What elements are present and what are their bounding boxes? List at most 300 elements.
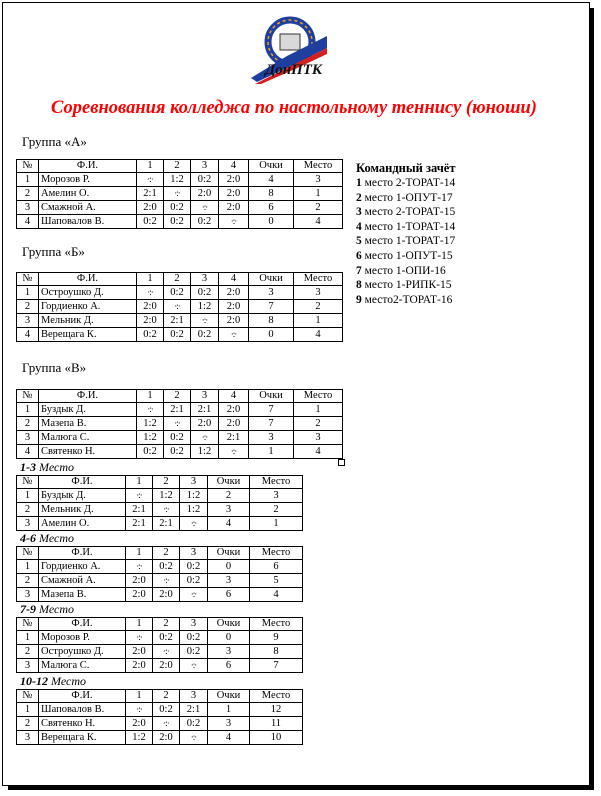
column-header: 3: [191, 273, 219, 286]
table-row: [17, 659, 303, 673]
team-place-number: 4: [356, 220, 362, 233]
column-header: Ф.И.: [39, 273, 137, 286]
table-cell: 7: [250, 659, 303, 673]
column-header: 1: [137, 273, 164, 286]
column-header: Место: [250, 476, 303, 489]
table-cell: 3: [208, 645, 250, 659]
crossed-cell-icon: ·:·: [230, 329, 237, 339]
player-name-cell: Мельник Д.: [39, 314, 137, 328]
table-cell: 2:1: [180, 703, 208, 717]
table-row: [17, 187, 343, 201]
table-cell: 3: [294, 173, 343, 187]
self-match-cell: [126, 560, 153, 574]
crossed-cell-icon: ·:·: [136, 632, 142, 642]
player-name-cell: Мазепа В.: [39, 417, 137, 431]
table-cell: 0:2: [191, 286, 219, 300]
table-cell: 2:0: [126, 574, 153, 588]
crossed-cell-icon: ·:·: [201, 202, 208, 212]
table-cell: 1: [250, 517, 303, 531]
crossed-cell-icon: ·:·: [163, 504, 169, 514]
group-c-label: Группа «В»: [22, 360, 87, 375]
column-header: 2: [164, 273, 191, 286]
column-header: 1: [137, 160, 164, 173]
table-cell: 2: [250, 503, 303, 517]
table-cell: 4: [208, 517, 250, 531]
table-cell: 1:2: [164, 173, 191, 187]
table-cell: 4: [294, 215, 343, 229]
table-cell: 4: [17, 215, 39, 229]
table-cell: 2:1: [137, 187, 164, 201]
column-header: Очки: [249, 390, 294, 403]
table-cell: 0:2: [137, 215, 164, 229]
table-row: [17, 286, 343, 300]
table-cell: 1: [17, 703, 39, 717]
crossed-cell-icon: ·:·: [163, 718, 169, 728]
table-cell: 2:0: [126, 645, 153, 659]
final-10-12-label: 10-12 Место: [20, 674, 86, 688]
table-cell: 1:2: [153, 489, 180, 503]
table-cell: 9: [250, 631, 303, 645]
team-place-number: 5: [356, 235, 362, 248]
table-row: [17, 517, 303, 531]
table-cell: 1: [294, 187, 343, 201]
table-cell: 0: [249, 215, 294, 229]
table-cell: 0:2: [153, 631, 180, 645]
team-place-text: место 1-ОПУТ-15: [361, 249, 453, 262]
self-match-cell: [191, 201, 219, 215]
table-cell: 3: [208, 503, 250, 517]
column-header: 3: [191, 160, 219, 173]
table-cell: 3: [17, 314, 39, 328]
table-cell: 0: [208, 560, 250, 574]
table-cell: 0:2: [180, 645, 208, 659]
college-logo: [247, 14, 331, 84]
column-header: 1: [137, 390, 164, 403]
table-cell: 1: [17, 403, 39, 417]
column-header: Ф.И.: [39, 690, 126, 703]
table-cell: 6: [208, 659, 250, 673]
self-match-cell: [153, 717, 180, 731]
logo-text: ДонПТК: [265, 62, 323, 78]
table-row: [17, 300, 343, 314]
group-a-label: Группа «А»: [22, 134, 87, 149]
column-header: Ф.И.: [39, 390, 137, 403]
column-header: Место: [250, 547, 303, 560]
crossed-cell-icon: ·:·: [190, 732, 197, 742]
column-header: Место: [294, 390, 343, 403]
table-cell: 0:2: [191, 173, 219, 187]
player-name-cell: Малюга С.: [39, 431, 137, 445]
player-name-cell: Смажной А.: [39, 201, 137, 215]
table-row: [17, 717, 303, 731]
table-cell: 1: [208, 703, 250, 717]
table-cell: 11: [250, 717, 303, 731]
self-match-cell: [191, 314, 219, 328]
self-match-cell: [164, 417, 191, 431]
table-row: [17, 215, 343, 229]
table-cell: 0:2: [180, 631, 208, 645]
group-a-table: [16, 159, 343, 229]
table-cell: 0:2: [191, 215, 219, 229]
player-name-cell: Морозов Р.: [39, 173, 137, 187]
player-name-cell: Морозов Р.: [39, 631, 126, 645]
table-cell: 2:0: [219, 286, 249, 300]
table-cell: 1: [17, 286, 39, 300]
table-cell: 0:2: [191, 328, 219, 342]
group-b-label: Группа «Б»: [22, 244, 85, 259]
table-cell: 1:2: [137, 431, 164, 445]
table-cell: 3: [249, 286, 294, 300]
table-cell: 0:2: [164, 445, 191, 459]
table-cell: 0:2: [180, 574, 208, 588]
self-match-cell: [164, 187, 191, 201]
crossed-cell-icon: ·:·: [147, 404, 153, 414]
table-cell: 2:1: [164, 314, 191, 328]
crossed-cell-icon: ·:·: [136, 561, 142, 571]
group-c-table: [16, 389, 343, 459]
crossed-cell-icon: ·:·: [174, 301, 180, 311]
team-place-number: 1: [356, 177, 362, 189]
player-name-cell: Амелин О.: [39, 517, 126, 531]
table-cell: 5: [250, 574, 303, 588]
table-row: [17, 631, 303, 645]
player-name-cell: Буздык Д.: [39, 403, 137, 417]
table-cell: 2:0: [219, 173, 249, 187]
table-header-row: [17, 160, 343, 173]
table-row: [17, 489, 303, 503]
player-name-cell: Остроушко Д.: [39, 286, 137, 300]
table-cell: 0:2: [164, 286, 191, 300]
final-1-3-table: [16, 475, 303, 531]
column-header: Ф.И.: [39, 160, 137, 173]
crossed-cell-icon: ·:·: [147, 174, 153, 184]
final-1-3-label: 1-3 Место: [20, 460, 74, 474]
team-standings-title: Командный зачёт: [356, 161, 456, 175]
table-cell: 1:2: [191, 300, 219, 314]
group-b-table: [16, 272, 343, 342]
table-cell: 2: [17, 417, 39, 431]
table-cell: 3: [249, 431, 294, 445]
table-cell: 0:2: [180, 717, 208, 731]
table-cell: 4: [208, 731, 250, 745]
table-cell: 2:0: [191, 187, 219, 201]
table-cell: 2: [294, 417, 343, 431]
table-cell: 2:0: [191, 417, 219, 431]
table-cell: 2: [17, 503, 39, 517]
team-standing-line: [356, 205, 455, 220]
table-header-row: [17, 273, 343, 286]
table-header-row: [17, 618, 303, 631]
column-header: Ф.И.: [39, 547, 126, 560]
team-place-text: место 1-РИПК-15: [361, 279, 452, 292]
table-header-row: [17, 476, 303, 489]
team-place-text: место 1-ТОРАТ-14: [361, 220, 456, 233]
table-row: [17, 431, 343, 445]
self-match-cell: [191, 431, 219, 445]
column-header: №: [17, 547, 39, 560]
column-header: 2: [153, 690, 180, 703]
crossed-cell-icon: ·:·: [190, 589, 197, 599]
team-place-text: место 1-ОПИ-16: [361, 264, 446, 277]
column-header: Место: [294, 160, 343, 173]
column-header: Очки: [208, 547, 250, 560]
column-header: 2: [153, 618, 180, 631]
column-header: Ф.И.: [39, 618, 126, 631]
table-cell: 0:2: [153, 703, 180, 717]
table-cell: 1: [249, 445, 294, 459]
self-match-cell: [153, 503, 180, 517]
table-cell: 0:2: [164, 328, 191, 342]
table-cell: 2:0: [219, 403, 249, 417]
team-place-number: 6: [356, 249, 362, 262]
self-match-cell: [219, 445, 249, 459]
column-header: Очки: [208, 618, 250, 631]
team-place-number: 3: [356, 206, 362, 219]
team-place-number: 2: [356, 191, 362, 204]
crossed-cell-icon: ·:·: [147, 287, 153, 297]
table-cell: 3: [294, 286, 343, 300]
table-cell: 0: [249, 328, 294, 342]
column-header: Место: [250, 618, 303, 631]
column-header: 3: [180, 476, 208, 489]
table-cell: 2: [17, 717, 39, 731]
table-cell: 4: [294, 328, 343, 342]
player-name-cell: Смажной А.: [39, 574, 126, 588]
self-match-cell: [219, 215, 249, 229]
table-cell: 0:2: [137, 328, 164, 342]
team-standing-line: [356, 278, 455, 293]
crossed-cell-icon: ·:·: [136, 704, 142, 714]
player-name-cell: Шаповалов В.: [39, 703, 126, 717]
table-cell: 10: [250, 731, 303, 745]
column-header: 4: [219, 390, 249, 403]
table-cell: 2:0: [219, 201, 249, 215]
player-name-cell: Малюга С.: [39, 659, 126, 673]
table-row: [17, 445, 343, 459]
crossed-cell-icon: ·:·: [201, 315, 208, 325]
table-cell: 4: [250, 588, 303, 602]
crossed-cell-icon: ·:·: [201, 432, 208, 442]
table-row: [17, 588, 303, 602]
player-name-cell: Святенко Н.: [39, 717, 126, 731]
team-place-text: место 2-ТОРАТ-15: [361, 206, 456, 219]
table-row: [17, 403, 343, 417]
team-place-text: место2-ТОРАТ-16: [361, 293, 453, 306]
final-10-12-table: [16, 689, 303, 745]
table-cell: 3: [250, 489, 303, 503]
table-cell: 3: [208, 717, 250, 731]
table-cell: 1:2: [191, 445, 219, 459]
table-header-row: [17, 390, 343, 403]
team-standing-line: [356, 176, 455, 191]
table-row: [17, 560, 303, 574]
column-header: Ф.И.: [39, 476, 126, 489]
self-match-cell: [164, 300, 191, 314]
table-cell: 4: [294, 445, 343, 459]
table-cell: 0:2: [137, 445, 164, 459]
column-header: 4: [219, 160, 249, 173]
team-place-text: место 2-ТОРАТ-14: [361, 177, 456, 189]
team-place-number: 9: [356, 293, 362, 306]
final-7-9-table: [16, 617, 303, 673]
player-name-cell: Мазепа В.: [39, 588, 126, 602]
column-header: 1: [126, 690, 153, 703]
team-place-text: место 1-ОПУТ-17: [361, 191, 453, 204]
crossed-cell-icon: ·:·: [190, 660, 197, 670]
column-header: 3: [180, 618, 208, 631]
column-header: 2: [153, 547, 180, 560]
table-cell: 1: [294, 403, 343, 417]
table-cell: 8: [249, 187, 294, 201]
table-cell: 2:1: [219, 431, 249, 445]
self-match-cell: [219, 328, 249, 342]
player-name-cell: Святенко Н.: [39, 445, 137, 459]
crossed-cell-icon: ·:·: [174, 418, 180, 428]
table-cell: 2:0: [219, 314, 249, 328]
column-header: 1: [126, 547, 153, 560]
table-row: [17, 574, 303, 588]
table-cell: 2:0: [153, 588, 180, 602]
table-cell: 2: [294, 300, 343, 314]
table-cell: 3: [17, 588, 39, 602]
table-cell: 4: [17, 328, 39, 342]
team-standing-line: [356, 220, 455, 235]
table-cell: 2: [17, 645, 39, 659]
self-match-cell: [180, 731, 208, 745]
table-row: [17, 703, 303, 717]
crossed-cell-icon: ·:·: [136, 490, 142, 500]
table-cell: 1: [294, 314, 343, 328]
column-header: 4: [219, 273, 249, 286]
table-row: [17, 314, 343, 328]
table-cell: 3: [294, 431, 343, 445]
team-standing-line: [356, 249, 455, 264]
self-match-cell: [126, 489, 153, 503]
player-name-cell: Шаповалов В.: [39, 215, 137, 229]
table-cell: 2:0: [126, 659, 153, 673]
table-cell: 0:2: [180, 560, 208, 574]
final-4-6-table: [16, 546, 303, 602]
table-cell: 6: [250, 560, 303, 574]
table-cell: 2:0: [137, 201, 164, 215]
table-cell: 3: [17, 731, 39, 745]
table-cell: 8: [249, 314, 294, 328]
table-cell: 2:0: [153, 659, 180, 673]
column-header: №: [17, 273, 39, 286]
table-cell: 2:1: [164, 403, 191, 417]
table-cell: 2:0: [219, 300, 249, 314]
player-name-cell: Верещага К.: [39, 731, 126, 745]
column-header: Очки: [208, 690, 250, 703]
table-cell: 0: [208, 631, 250, 645]
table-cell: 0:2: [164, 215, 191, 229]
final-7-9-label: 7-9 Место: [20, 602, 74, 616]
team-place-number: 7: [356, 264, 362, 277]
table-cell: 1:2: [137, 417, 164, 431]
table-row: [17, 201, 343, 215]
column-header: 3: [180, 690, 208, 703]
column-header: 2: [164, 160, 191, 173]
table-cell: 0:2: [164, 201, 191, 215]
crossed-cell-icon: ·:·: [163, 575, 169, 585]
table-row: [17, 645, 303, 659]
column-header: 3: [191, 390, 219, 403]
team-place-number: 8: [356, 279, 362, 292]
table-header-row: [17, 690, 303, 703]
column-header: Очки: [208, 476, 250, 489]
table-cell: 6: [249, 201, 294, 215]
table-cell: 1: [17, 173, 39, 187]
column-header: №: [17, 390, 39, 403]
team-standings-list: [356, 176, 455, 307]
column-header: 3: [180, 547, 208, 560]
self-match-cell: [126, 703, 153, 717]
column-header: Очки: [249, 273, 294, 286]
table-cell: 7: [249, 300, 294, 314]
table-row: [17, 173, 343, 187]
table-cell: 2:0: [153, 731, 180, 745]
table-cell: 0:2: [164, 431, 191, 445]
page-title: Соревнования колледжа по настольному теннису (юноши): [51, 98, 537, 118]
column-header: Место: [250, 690, 303, 703]
column-header: Очки: [249, 160, 294, 173]
table-cell: 2: [294, 201, 343, 215]
table-cell: 2:1: [126, 517, 153, 531]
crossed-cell-icon: ·:·: [174, 188, 180, 198]
table-cell: 4: [17, 445, 39, 459]
self-match-cell: [137, 403, 164, 417]
column-header: 1: [126, 618, 153, 631]
table-row: [17, 731, 303, 745]
table-header-row: [17, 547, 303, 560]
column-header: 2: [153, 476, 180, 489]
player-name-cell: Амелин О.: [39, 187, 137, 201]
table-cell: 2: [17, 574, 39, 588]
table-cell: 3: [17, 431, 39, 445]
table-cell: 2: [208, 489, 250, 503]
table-row: [17, 503, 303, 517]
self-match-cell: [153, 574, 180, 588]
team-standing-line: [356, 234, 455, 249]
table-row: [17, 417, 343, 431]
table-cell: 8: [250, 645, 303, 659]
table-cell: 1:2: [180, 503, 208, 517]
player-name-cell: Мельник Д.: [39, 503, 126, 517]
column-header: №: [17, 618, 39, 631]
table-resize-handle[interactable]: [338, 459, 345, 466]
team-place-text: место 1-ТОРАТ-17: [361, 235, 456, 248]
table-cell: 2:0: [126, 717, 153, 731]
self-match-cell: [180, 517, 208, 531]
table-cell: 1: [17, 489, 39, 503]
table-cell: 2:0: [219, 187, 249, 201]
player-name-cell: Гордиенко А.: [39, 300, 137, 314]
self-match-cell: [180, 659, 208, 673]
column-header: №: [17, 476, 39, 489]
team-standing-line: [356, 264, 455, 279]
table-cell: 4: [249, 173, 294, 187]
column-header: Место: [294, 273, 343, 286]
column-header: №: [17, 690, 39, 703]
table-cell: 3: [17, 659, 39, 673]
table-cell: 2:0: [137, 300, 164, 314]
self-match-cell: [180, 588, 208, 602]
table-cell: 2:0: [219, 417, 249, 431]
self-match-cell: [137, 173, 164, 187]
table-cell: 7: [249, 403, 294, 417]
crossed-cell-icon: ·:·: [230, 216, 237, 226]
table-cell: 2:1: [153, 517, 180, 531]
